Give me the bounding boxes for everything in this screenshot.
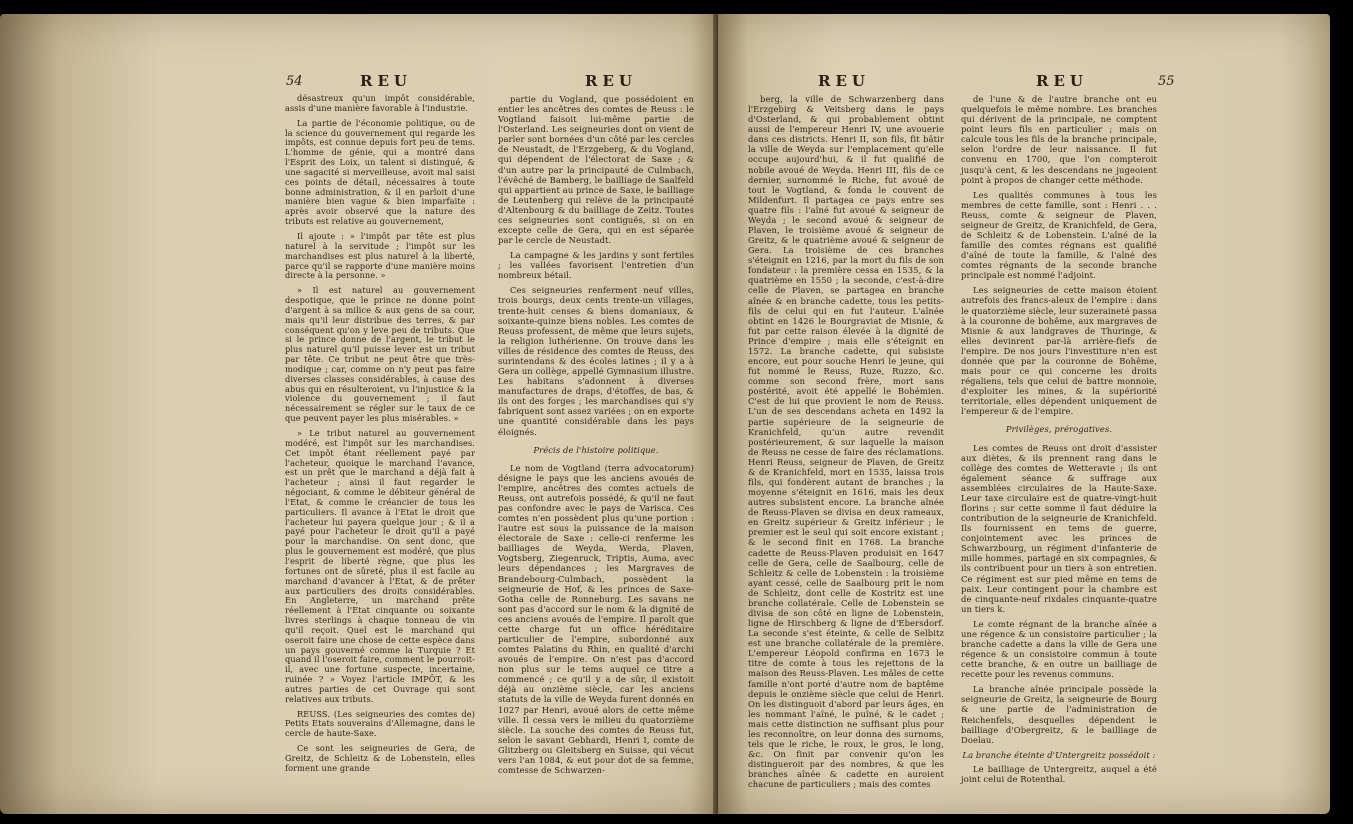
right-page-column-1 xyxy=(748,94,944,794)
paragraph: Le comte régnant de la branche aînée a une régence & un consistoire particulier ; la branche cadette a dans la ville de Gera une régence & un consistoire commun à toute cette branche, & en outre un bailliage de recette pour les revenus communs. xyxy=(961,618,1157,680)
right-page-column-2 xyxy=(961,94,1157,789)
paragraph: Les qualités communes à tous les membres de cette famille, sont : Henri . . . Reuss, comte & seigneur de Plaven, seigneur de Greitz, de Kranichfeld, de Gera, de Schleitz & de Lobenstein. L'aîné de la famille des comtes régnans est qualifié d'aîné de toute la famille, & l'aîné des comtes régnants de la seconde branche principale est nommé l'adjoint. xyxy=(961,189,1157,281)
paragraph: désastreux qu'un impôt considérable, assis d'une manière favorable à l'industrie. xyxy=(285,93,475,113)
section-heading: Précis de l'histoire politique. xyxy=(533,444,659,455)
left-page xyxy=(0,14,718,814)
paragraph: La branche aînée principale possède la seigneurie de Greitz, la seigneurie de Bourg & une partie de l'administration de Reichenfels, desquelles dépendent le bailliage d'Obergreitz, & le bailliage de Doelau. xyxy=(961,684,1157,745)
page-number-right: 55 xyxy=(1158,74,1175,89)
paragraph: La campagne & les jardins y sont fertiles ; les vallées favorisent l'entretien d'un nombreux bétail. xyxy=(498,250,694,281)
section-heading: La branche éteinte d'Untergreitz possédoit : xyxy=(962,749,1156,760)
paragraph: Le bailliage de Untergreitz, auquel a été joint celui de Rotenthal. xyxy=(961,763,1157,784)
paragraph: Ce sont les seigneuries de Gera, de Greitz, de Schleitz & de Lobenstein, elles forment une grande xyxy=(285,743,475,773)
page-number-left: 54 xyxy=(286,74,303,89)
paragraph: » Il est naturel au gouvernement despotique, que le prince ne donne point d'argent à sa milice & aux gens de sa cour, mais qu'il leur distribue des terres, & par conséquent qu'on y leve peu de tributs. Que si le prince donne de l'argent, le tribut le plus naturel qu'il puisse lever est un tribut par tête. Ce tribut ne peut être que très-modique ; car, comme on n'y peut pas faire diverses classes considérables, à cause des abus qui en résulteroient, vu l'injustice & la violence du gouvernement ; il faut nécessairement se régler sur le taux de ce que peuvent payer les plus misérables. » xyxy=(285,285,475,424)
paragraph: REUSS. (Les seigneuries des comtes de) Petits Etats souverains d'Allemagne, dans le cercle de haute-Saxe. xyxy=(285,708,475,739)
running-head-left-col1: REU xyxy=(360,72,412,90)
running-head-right-col1: REU xyxy=(818,72,870,90)
running-head-left-col2: REU xyxy=(585,72,637,90)
paragraph: partie du Vogland, que possédoient en entier les ancêtres des comtes de Reuss : le Vogtland faisoit lui-même partie de l'Osterland. Les seigneuries dont on vient de parler sont bornées d'un côté par les cercles de Neustadt, de l'Erzgeberg, & du Vogland, qui dépendent de l'électorat de Saxe ; & d'un autre par la principauté de Culmbach, l'évêché de Bamberg, le bailliage de Saalfeld qui appartient au prince de Saxe, le bailliage de Leutenberg qui relève de la principauté d'Altenbourg & du bailliage de Zeitz. Toutes ces seigneuries sont contiguës, si on en excepte celle de Gera, qui en est séparée par le cercle de Neustadt. xyxy=(498,94,695,246)
paragraph: Il ajoute : » l'impôt par tête est plus naturel à la servitude ; l'impôt sur les marchandises est plus naturel à la liberté, parce qu'il se rapporte d'une manière moins directe à la personne. » xyxy=(285,230,475,281)
paragraph: La partie de l'économie politique, ou de la science du gouvernement qui regarde les impôts, est connue depuis fort peu de tems. L'homme de génie, qui a montré dans l'Esprit des Loix, un talent si distingué, & une sagacité si merveilleuse, avoit mal saisi ces points de détail, nécessaires à toute bonne administration, & il en parloit d'une manière bien vague & bien imparfaite : après avoir observé que la nature des tributs est relative au gouvernement, xyxy=(285,117,475,227)
paragraph: Les seigneuries de cette maison étoient autrefois des francs-aleux de l'empire : dans le quatorzième siècle, leur suzeraineté passa à la couronne de bohême, aux margraves de Misnie & aux landgraves de Thuringe, & elles devinrent par-là arrière-fiefs de l'empire. De nos jours l'investiture n'en est donnée que par la couronne de Bohême, mais pour ce qui concerne les droits régaliens, tels que celui de battre monnoie, d'exploiter les mines, & la supériorité territoriale, elles dépendent uniquement de l'empereur & de l'empire. xyxy=(961,285,1157,417)
paragraph: berg, la ville de Schwarzenberg dans l'Erzgebirg & Veitsberg dans le pays d'Osterland, & qui probablement obtint aussi de l'empereur Henri IV, une avouerie dans ces districts. Henri II, son fils, fit bâtir la ville de Weyda sur l'emplacement qu'elle occupe aujourd'hui, & il fut qualifié de nobile avoué de Weyda. Henri III, fils de ce dernier, surnommé le Riche, fut avoué de tout le Vogtland, & fonda le couvent de Mildenfurt. Il partagea ce pays entre ses quatre fils : l'aîné fut avoué & seigneur de Weyda ; le second avoué & seigneur de Plaven, le troisième avoué & seigneur de Greitz, & le quatrième avoué & seigneur de Gera. La troisième de ces branches s'éteignit en 1216, par la mort du fils de son fondateur : la première cessa en 1535, & la quatrième en 1550 ; la seconde, c'est-à-dire celle de Plaven, se partagea en branche aînée & en branche cadette, tous les petits-fils de celui qui en fut l'auteur. L'aînée obtint en 1426 le Bourgraviat de Misnie, & fut par cette raison élevée à la dignité de Prince d'empire ; mais elle s'éteignit en 1572. La branche cadette, qui subsiste encore, eut pour souche Henri le jeune, qui fut nommé le Reuss, Ruze, Ruzzo, &c. comme son second frère, mort sans postérité, avoit été appellé le Bohémien. C'est de lui que provient le nom de Reuss. L'un de ses descendans acheta en 1492 la partie supérieure de la seigneurie de Kranichfeld, qu'un autre revendit postérieurement, & sur laquelle la maison de Reuss ne cesse de faire des réclamations. Henri Reuss, seigneur de Plaven, de Greitz & de Kranichfeld, mort en 1535, laissa trois fils, qui fondèrent autant de branches ; la moyenne s'éteignit en 1616, mais les deux autres subsistent encore. La branche aînée de Reuss-Plaven se divisa en deux rameaux, en Greitz supérieur & Greitz inférieur ; le premier est le seul qui soit encore existant ; & le second finit en 1768. La branche cadette de Reuss-Plaven produisit en 1647 celle de Gera, celle de Saalbourg, celle de Schleitz & celle de Lobenstein : la troisième ayant cessé, celle de Saalbourg prit le nom de Schleitz, dont celle de Kostritz est une branche collatérale. Celle de Lobenstein se divisa de son côté en ligne de Lobenstein, ligne de Hirschberg & ligne de d'Ebersdorf. La seconde s'est éteinte, & celle de Selbitz est une branche collatérale de la première. L'empereur Léopold confirma en 1673 le titre de comte à tous les rejettons de la maison des Reuss-Plaven. Les mâles de cette famille n'ont porté d'autre nom de baptême depuis le onzième siècle que celui de Henri. On les distinguoit d'abord par leurs âges, en les nommant l'aîné, le puîné, & le cadet ; mais cette distinction ne suffisant plus pour les reconnoître, on leur donna des surnoms, tels que le riche, le roux, le gros, le long, &c. On finit par convenir qu'on les distingueroit par des nombres, & que les branches aînée & cadette en auroient chacune de particuliers ; mais des comtes xyxy=(748,94,944,790)
section-heading: Privilèges, prérogatives. xyxy=(1005,424,1113,435)
left-page-column-1 xyxy=(285,94,475,779)
left-page-column-2 xyxy=(498,94,694,780)
right-page xyxy=(718,14,1330,814)
paragraph: de l'une & de l'autre branche ont eu quelquefois le même nombre. Les branches qui dérivent de la principale, ne comptent point leurs fils en particulier ; mais on calcule tous les fils de la branche principale, selon l'ordre de leur naissance. Il fut convenu en 1700, que l'on compteroit jusqu'à cent, & les descendans ne jugeoient point à propos de changer cette méthode. xyxy=(961,94,1157,185)
paragraph: Ces seigneuries renferment neuf villes, trois bourgs, deux cents trente-un villages, trente-huit censes & biens domaniaux, & soixante-quinze biens nobles. Les comtes de Reuss professent, de même que leurs sujets, la religion luthérienne. On trouve dans les villes de résidence des comtes de Reuss, des surintendans & des écoles latines ; il y a à Gera un collège, appellé Gymnasium illustre. Les habitans s'adonnent à diverses manufactures de draps, d'étoffes, de bas, & ils ont des forges ; les marchandises qui s'y fabriquent sont assez variées ; on en exporte une quantité considérable dans les pays éloignés. xyxy=(498,285,694,437)
paragraph: Les comtes de Reuss ont droit d'assister aux diètes, & ils prennent rang dans le collège des comtes de Wetteravie ; ils ont également séance & suffrage aux assemblées circulaires de la Haute-Saxe. Leur taxe circulaire est de quatre-vingt-huit florins ; sur cette somme il faut déduire la contribution de la seigneurie de Kranichfeld. Ils fournissent en tems de guerre, conjointement avec les princes de Schwarzbourg, un régiment d'infanterie de mille hommes, partagé en six compagnies, & ils contribuent pour un tiers à son entretien. Ce régiment est sur pied même en tems de paix. Leur contingent pour la chambre est de cinquante-neuf rixdales cinquante-quatre un tiers k. xyxy=(961,442,1157,614)
running-head-right-col2: REU xyxy=(1036,72,1088,90)
paragraph: Le nom de Vogtland (terra advocatorum) désigne le pays que les anciens avoués de l'empire, ancêtres des comtes actuels de Reuss, ont autrefois possédé, & qu'il ne faut pas confondre avec le pays de Varisca. Ces comtes n'en possèdent plus qu'une portion : l'autre est sous la puissance de la maison électorale de Saxe : celle-ci renferme les bailliages de Weyda, Werda, Plaven, Vogtsberg, Ziegenruck, Triptis, Auma, avec leurs dépendances ; les Margraves de Brandebourg-Culmbach, possèdent la seigneurie de Hof, & les princes de Saxe-Gotha celle de Ronneburg. Les savans ne sont pas d'accord sur le nom & la dignité de ces anciens avoués de l'empire. Il paroît que cette charge fut un office héréditaire particulier de l'empire, subordonné aux comtes Palatins du Rhin, en qualité d'archi avoués de l'empire. On n'est pas d'accord non plus sur le tems auquel ce titre a commencé ; ce qu'il y a de sûr, il existoit déjà au onzième siècle, car les anciens statuts de la ville de Weyda furent donnés en 1027 par Henri, avoué alors de cette même ville. Il cessa vers le milieu du quatorzième siècle. La souche des comtes de Reuss fut, selon le savant Gebhardi, Henri I, comte de Glitzberg ou Gleitsberg en Suisse, qui vécut vers l'an 1084, & eut pour dot de sa femme, comtesse de Schwarzen- xyxy=(498,462,694,775)
paragraph: » Le tribut naturel au gouvernement modéré, est l'impôt sur les marchandises. Cet impôt étant réellement payé par l'acheteur, quoique le marchand l'avance, est un prêt que le marchand a déjà fait à l'acheteur ; ainsi il faut regarder le négociant, & comme le débiteur général de l'Etat, & comme le créancier de tous les particuliers. Il avance à l'Etat le droit que l'acheteur lui payera quelque jour ; & il a payé pour l'acheteur le droit qu'il a payé pour la marchandise. On sent donc, que plus le gouvernement est modéré, que plus l'esprit de liberté règne, que plus les fortunes ont de sûreté, plus il est facile au marchand d'avancer à l'Etat, & de prêter aux particuliers des droits considérables. En Angleterre, un marchand prête réellement à l'Etat cinquante ou soixante livres sterlings à chaque tonneau de vin qu'il reçoit. Quel est le marchand qui oseroit faire une chose de cette espèce dans un pays gouverné comme la Turquie ? Et quand il l'oseroit faire, comment le pourroit-il, avec une fortune suspecte, incertaine, ruinée ? » Voyez l'article IMPÔT, & les autres parties de cet Ouvrage qui sont relatives aux tributs. xyxy=(285,428,475,704)
